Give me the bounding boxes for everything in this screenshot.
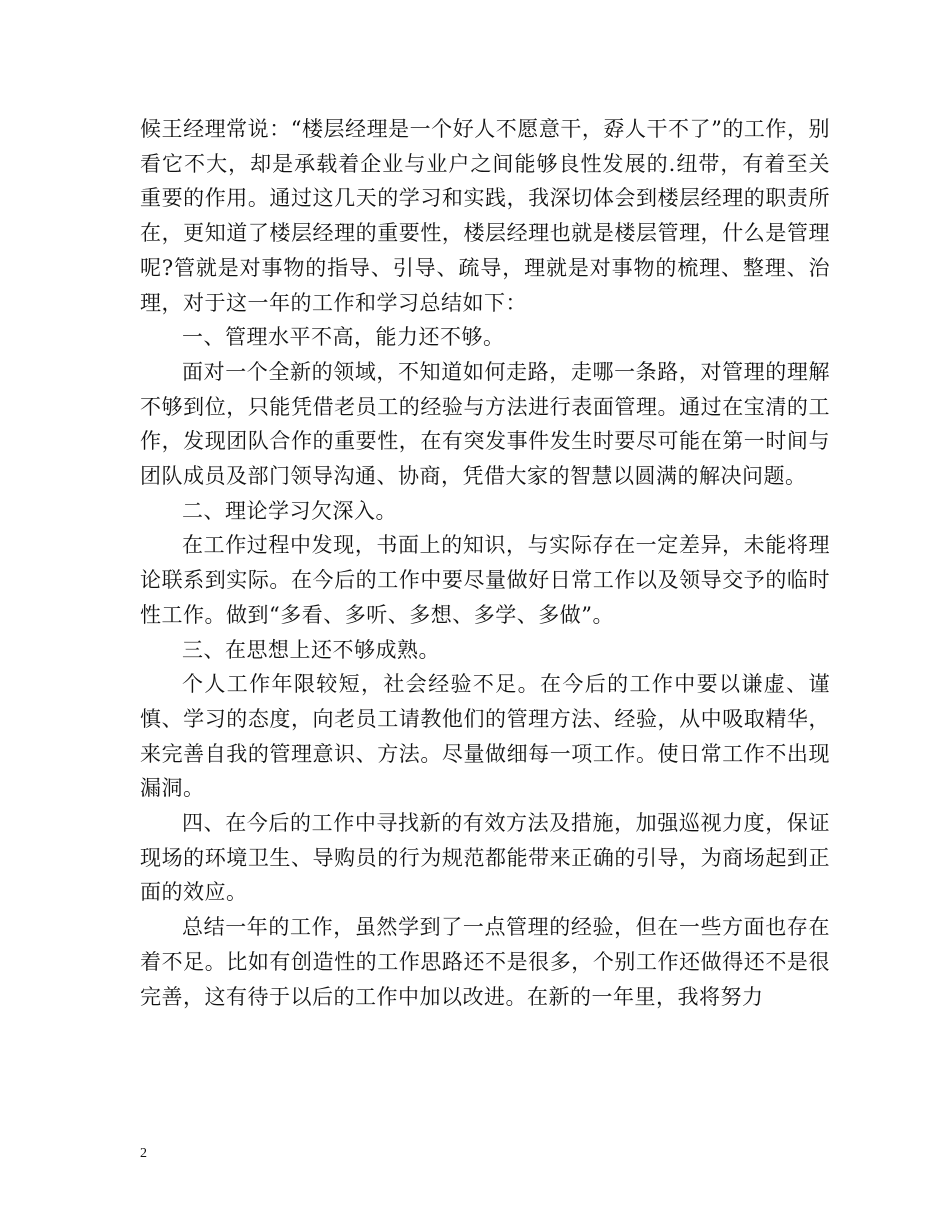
- paragraph-point-two: 在工作过程中发现，书面上的知识，与实际存在一定差异，未能将理论联系到实际。在今后的工作中要尽量做好日常工作以及领导交予的临时性工作。做到“多看、多听、多想、多学、多做”。: [140, 533, 830, 627]
- paragraph-point-four: 四、在今后的工作中寻找新的有效方法及措施，加强巡视力度，保证现场的环境卫生、导购员的行为规范都能带来正确的引导，为商场起到正面的效应。: [140, 811, 830, 905]
- paragraph-point-three: 个人工作年限较短，社会经验不足。在今后的工作中要以谦虚、谨慎、学习的态度，向老员工请教他们的管理方法、经验，从中吸取精华，来完善自我的管理意识、方法。尽量做细每一项工作。使日常工作不出现漏洞。: [140, 672, 830, 801]
- paragraph-summary: 总结一年的工作，虽然学到了一点管理的经验，但在一些方面也存在着不足。比如有创造性的工作思路还不是很多，个别工作还做得还不是很完善，这有待于以后的工作中加以改进。在新的一年里，我将努力: [140, 915, 830, 1009]
- paragraph-intro: 候王经理常说：“楼层经理是一个好人不愿意干，孬人干不了”的工作，别看它不大，却是承载着企业与业户之间能够良性发展的.纽带，有着至关重要的作用。通过这几天的学习和实践，我深切体会到楼层经理的职责所在，更知道了楼层经理的重要性，楼层经理也就是楼层管理，什么是管理呢?管就是对事物的指导、引导、疏导，理就是对事物的梳理、整理、治理，对于这一年的工作和学习总结如下：: [140, 117, 830, 315]
- heading-point-one: 一、管理水平不高，能力还不够。: [182, 325, 505, 350]
- heading-point-two: 二、理论学习欠深入。: [182, 498, 397, 523]
- page-number: 2: [140, 1146, 147, 1161]
- document-body: [140, 112, 830, 1014]
- heading-point-three: 三、在思想上还不够成熟。: [182, 637, 440, 662]
- paragraph-point-one: 面对一个全新的领域，不知道如何走路，走哪一条路，对管理的理解不够到位，只能凭借老员工的经验与方法进行表面管理。通过在宝清的工作，发现团队合作的重要性，在有突发事件发生时要尽可能在第一时间与团队成员及部门领导沟通、协商，凭借大家的智慧以圆满的解决问题。: [140, 359, 830, 489]
